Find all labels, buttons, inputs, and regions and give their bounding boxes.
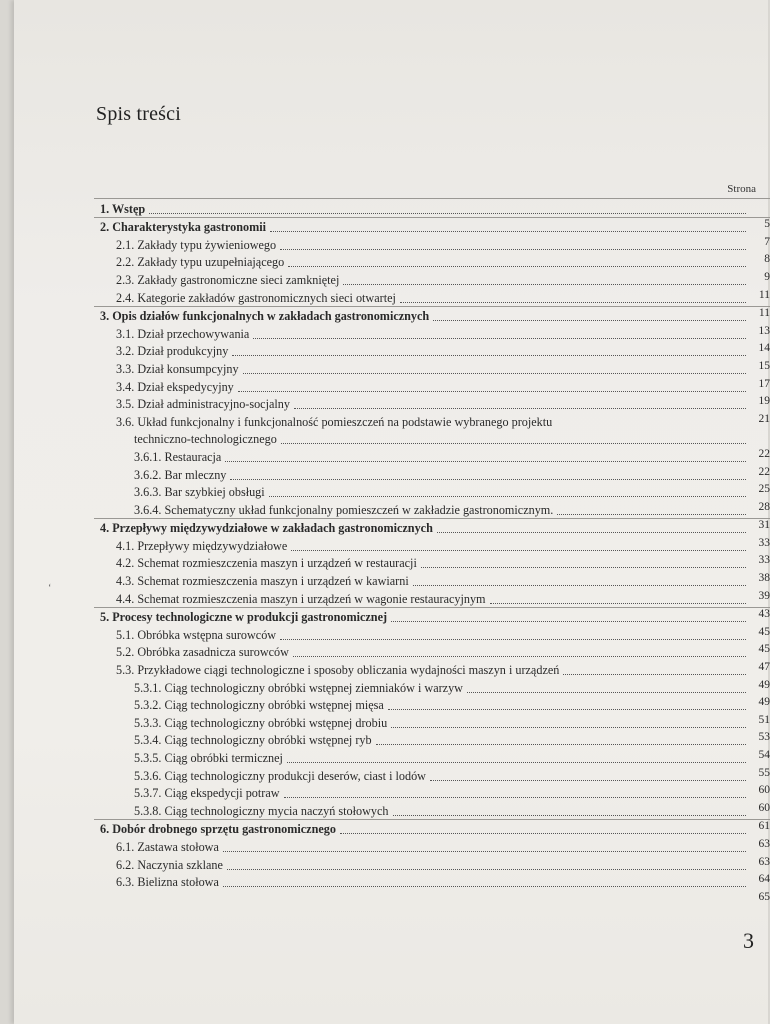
toc-page-number: 53 bbox=[758, 731, 770, 744]
toc-page-number: 47 bbox=[758, 661, 770, 674]
toc-page-number: 63 bbox=[758, 837, 770, 850]
dot-leader bbox=[556, 426, 746, 427]
toc-page-number: 13 bbox=[758, 324, 770, 337]
dot-leader bbox=[400, 301, 746, 303]
toc-entry[interactable] bbox=[94, 731, 770, 749]
toc-entry-label: 3.2. Dział produkcyjny bbox=[116, 344, 229, 359]
show-through-text bbox=[104, 4, 664, 80]
toc-page-number: 22 bbox=[758, 465, 770, 478]
toc-page-number: 60 bbox=[758, 801, 770, 814]
toc-entry[interactable] bbox=[94, 696, 770, 714]
dot-leader bbox=[490, 602, 746, 604]
toc-entry-label: 5.3. Przykładowe ciągi technologiczne i sposoby obliczania wydajności maszyn i urządzeń bbox=[116, 663, 560, 678]
toc-page-number: 11 bbox=[758, 307, 770, 320]
dot-leader bbox=[284, 796, 746, 798]
toc-entry[interactable] bbox=[94, 447, 770, 465]
page-column-header: Strona bbox=[727, 183, 756, 195]
dot-leader bbox=[413, 584, 746, 586]
toc-entry-label: 3.5. Dział administracyjno-socjalny bbox=[116, 397, 290, 412]
dot-leader bbox=[376, 743, 746, 745]
toc-section bbox=[94, 607, 770, 819]
toc-entry[interactable] bbox=[94, 536, 770, 554]
dot-leader bbox=[430, 779, 746, 781]
dot-leader bbox=[287, 761, 746, 763]
toc-page-number: 25 bbox=[758, 483, 770, 496]
toc-entry-label: 5.3.8. Ciąg technologiczny mycia naczyń stołowych bbox=[134, 803, 389, 818]
dot-leader bbox=[232, 354, 746, 356]
toc-chapter-entry[interactable] bbox=[94, 199, 770, 217]
dot-leader bbox=[294, 407, 746, 409]
toc-entry[interactable] bbox=[94, 643, 770, 661]
toc-entry[interactable] bbox=[94, 837, 770, 855]
toc-entry[interactable] bbox=[94, 660, 770, 678]
dot-leader bbox=[288, 265, 746, 267]
toc-page-number: 15 bbox=[758, 359, 770, 372]
dot-leader bbox=[149, 212, 746, 214]
toc-entry-label: 3.4. Dział ekspedycyjny bbox=[116, 379, 234, 394]
toc-entry-label: 4.2. Schemat rozmieszczenia maszyn i urządzeń w restauracji bbox=[116, 556, 417, 571]
toc-page-number: 31 bbox=[758, 519, 770, 532]
dot-leader bbox=[280, 248, 746, 250]
toc-section bbox=[94, 198, 770, 217]
dot-leader bbox=[120, 904, 746, 905]
toc-page-number: 33 bbox=[758, 536, 770, 549]
dot-leader bbox=[437, 531, 746, 533]
toc-entry[interactable] bbox=[94, 855, 770, 873]
toc-page-number: 64 bbox=[758, 873, 770, 886]
dot-leader bbox=[291, 549, 746, 551]
toc-entry[interactable] bbox=[94, 465, 770, 483]
toc-page-number: 7 bbox=[764, 235, 770, 248]
toc-entry[interactable] bbox=[94, 483, 770, 501]
toc-page-number: 17 bbox=[758, 377, 770, 390]
toc-entry-label: 5.3.6. Ciąg technologiczny produkcji deserów, ciast i lodów bbox=[134, 768, 426, 783]
toc-entry[interactable] bbox=[94, 890, 770, 908]
toc-page-number: 19 bbox=[758, 395, 770, 408]
dot-leader bbox=[223, 885, 746, 887]
toc-entry[interactable] bbox=[94, 766, 770, 784]
toc-entry-label: 5.3.5. Ciąg obróbki termicznej bbox=[134, 751, 283, 765]
toc-chapter-entry[interactable] bbox=[94, 519, 770, 537]
dot-leader bbox=[243, 372, 746, 374]
toc-chapter-entry[interactable] bbox=[94, 820, 770, 838]
toc-entry-label: 6.3. Bielizna stołowa bbox=[116, 875, 219, 890]
toc-entry-label: 3.1. Dział przechowywania bbox=[116, 326, 250, 341]
margin-mark: ‘ bbox=[48, 583, 52, 594]
toc-entry-label: 4.3. Schemat rozmieszczenia maszyn i urządzeń w kawiarni bbox=[116, 574, 409, 589]
toc-page-number: 49 bbox=[758, 696, 770, 709]
toc-entry[interactable] bbox=[94, 430, 770, 448]
toc-entry[interactable] bbox=[94, 412, 770, 430]
toc-page-number: 55 bbox=[758, 766, 770, 779]
dot-leader bbox=[557, 513, 746, 515]
toc-page-number: 39 bbox=[758, 589, 770, 602]
toc-entry-label: 3.6.3. Bar szybkiej obsługi bbox=[134, 485, 265, 500]
toc-entry[interactable] bbox=[94, 359, 770, 377]
toc-entry-label: 4.4. Schemat rozmieszczenia maszyn i urządzeń w wagonie restauracyjnym bbox=[116, 591, 486, 606]
toc-page-number: 49 bbox=[758, 678, 770, 691]
dot-leader bbox=[230, 478, 746, 480]
toc-entry-label: 3.3. Dział konsumpcyjny bbox=[116, 361, 239, 376]
dot-leader bbox=[563, 673, 746, 675]
toc-entry-label: 4.1. Przepływy międzywydziałowe bbox=[116, 538, 288, 553]
dot-leader bbox=[393, 814, 746, 816]
dot-leader bbox=[421, 566, 746, 568]
toc-page-number: 33 bbox=[758, 554, 770, 567]
toc-section bbox=[94, 518, 770, 607]
toc-entry-label: 6.2. Naczynia szklane bbox=[116, 857, 223, 872]
toc-entry-label: 5.3.7. Ciąg ekspedycji potraw bbox=[134, 786, 280, 801]
toc-page-number: 11 bbox=[758, 288, 770, 301]
dot-leader bbox=[388, 708, 746, 710]
document-page bbox=[14, 0, 768, 1024]
toc-entry-label: 5.3.1. Ciąg technologiczny obróbki wstępnej ziemniaków i warzyw bbox=[134, 680, 463, 695]
toc-page-number: 22 bbox=[758, 447, 770, 460]
toc-chapter-entry[interactable] bbox=[94, 608, 770, 626]
toc-entry[interactable] bbox=[94, 748, 770, 766]
dot-leader bbox=[293, 655, 746, 657]
toc-page-number: 8 bbox=[764, 253, 770, 266]
page-title: Spis treści bbox=[96, 103, 181, 126]
toc-page-number: 60 bbox=[758, 784, 770, 797]
toc-entry[interactable] bbox=[94, 253, 770, 271]
toc-entry[interactable] bbox=[94, 270, 770, 288]
dot-leader bbox=[269, 495, 746, 497]
toc-section bbox=[94, 217, 770, 306]
toc-entry-label: 2.4. Kategorie zakładów gastronomicznych sieci otwartej bbox=[116, 290, 396, 305]
footer-page-number: 3 bbox=[743, 928, 754, 953]
toc-entry[interactable] bbox=[94, 678, 770, 696]
toc-entry[interactable] bbox=[94, 342, 770, 360]
dot-leader bbox=[281, 442, 746, 444]
toc-entry-label: 4. Przepływy międzywydziałowe w zakładach gastronomicznych bbox=[100, 521, 433, 536]
dot-leader bbox=[391, 726, 746, 728]
toc-entry[interactable] bbox=[94, 395, 770, 413]
toc-entry[interactable] bbox=[94, 288, 770, 306]
toc-page-number: 21 bbox=[758, 412, 770, 425]
toc-entry-label: 2.1. Zakłady typu żywieniowego bbox=[116, 237, 277, 252]
toc-entry-label: 5.3.3. Ciąg technologiczny obróbki wstępnej drobiu bbox=[134, 715, 388, 730]
toc-entry-label: 6.1. Zastawa stołowa bbox=[116, 839, 219, 854]
toc-entry-label: techniczno-technologicznego bbox=[134, 432, 277, 447]
dot-leader bbox=[238, 390, 746, 392]
toc-entry[interactable] bbox=[94, 801, 770, 819]
toc-entry-label: 3.6.4. Schematyczny układ funkcjonalny pomieszczeń w zakładzie gastronomicznym. bbox=[134, 502, 554, 517]
toc-entry[interactable] bbox=[94, 873, 770, 891]
toc-entry[interactable] bbox=[94, 571, 770, 589]
dot-leader bbox=[391, 620, 746, 622]
toc-chapter-entry[interactable] bbox=[94, 307, 770, 325]
toc-entry[interactable] bbox=[94, 377, 770, 395]
toc-entry[interactable] bbox=[94, 625, 770, 643]
toc-entry[interactable] bbox=[94, 713, 770, 731]
dot-leader bbox=[223, 850, 746, 852]
toc-entry-label: 2. Charakterystyka gastronomii bbox=[100, 220, 266, 235]
dot-leader bbox=[343, 283, 746, 285]
toc-page-number: 45 bbox=[758, 643, 770, 656]
toc-page-number: 45 bbox=[758, 625, 770, 638]
toc-page-number: 28 bbox=[758, 500, 770, 513]
toc-page-number: 54 bbox=[758, 749, 770, 761]
dot-leader bbox=[270, 230, 746, 232]
toc-section bbox=[94, 306, 770, 518]
dot-leader bbox=[467, 691, 746, 693]
toc-page-number: 5 bbox=[764, 218, 770, 231]
dot-leader bbox=[225, 460, 746, 462]
toc-entry[interactable] bbox=[94, 324, 770, 342]
toc-entry-label: 3.6. Układ funkcjonalny i funkcjonalność pomieszczeń na podstawie wybranego projektu bbox=[116, 414, 553, 429]
toc-entry-label: 3.6.2. Bar mleczny bbox=[134, 467, 227, 482]
toc-page-number: 38 bbox=[758, 572, 770, 585]
toc-entry-label: 6. Dobór drobnego sprzętu gastronomicznego bbox=[100, 822, 336, 837]
toc-entry-label: 1. Wstęp bbox=[100, 201, 146, 216]
toc-page-number: 9 bbox=[764, 270, 770, 283]
toc-entry[interactable] bbox=[94, 554, 770, 572]
toc-chapter-entry[interactable] bbox=[94, 218, 770, 236]
toc-entry-label: 3.6.1. Restauracja bbox=[134, 449, 222, 464]
table-of-contents bbox=[94, 198, 770, 908]
dot-leader bbox=[433, 319, 746, 321]
toc-entry-label: 5.3.2. Ciąg technologiczny obróbki wstępnej mięsa bbox=[134, 698, 384, 713]
dot-leader bbox=[340, 832, 746, 834]
toc-entry-label: 2.2. Zakłady typu uzupełniającego bbox=[116, 255, 285, 270]
dot-leader bbox=[253, 337, 746, 339]
toc-entry-label: 5.2. Obróbka zasadnicza surowców bbox=[116, 645, 289, 660]
toc-entry-label: 5. Procesy technologiczne w produkcji gastronomicznej bbox=[100, 610, 388, 625]
toc-section bbox=[94, 819, 770, 908]
toc-entry-label: 2.3. Zakłady gastronomiczne sieci zamkniętej bbox=[116, 272, 340, 287]
toc-page-number: 65 bbox=[758, 890, 770, 903]
toc-page-number: 61 bbox=[758, 820, 770, 833]
toc-page-number: 14 bbox=[758, 342, 770, 355]
toc-page-number: 43 bbox=[758, 608, 770, 621]
dot-leader bbox=[280, 638, 746, 640]
toc-entry[interactable] bbox=[94, 500, 770, 518]
dot-leader bbox=[227, 868, 746, 870]
toc-entry-label: 5.3.4. Ciąg technologiczny obróbki wstępnej ryb bbox=[134, 733, 372, 748]
toc-entry-label: 3. Opis działów funkcjonalnych w zakładach gastronomicznych bbox=[100, 309, 430, 324]
toc-entry[interactable] bbox=[94, 235, 770, 253]
toc-entry-label: 5.1. Obróbka wstępna surowców bbox=[116, 627, 277, 642]
toc-entry[interactable] bbox=[94, 784, 770, 802]
toc-page-number: 63 bbox=[758, 855, 770, 868]
toc-entry[interactable] bbox=[94, 589, 770, 607]
toc-page-number: 51 bbox=[758, 713, 770, 726]
